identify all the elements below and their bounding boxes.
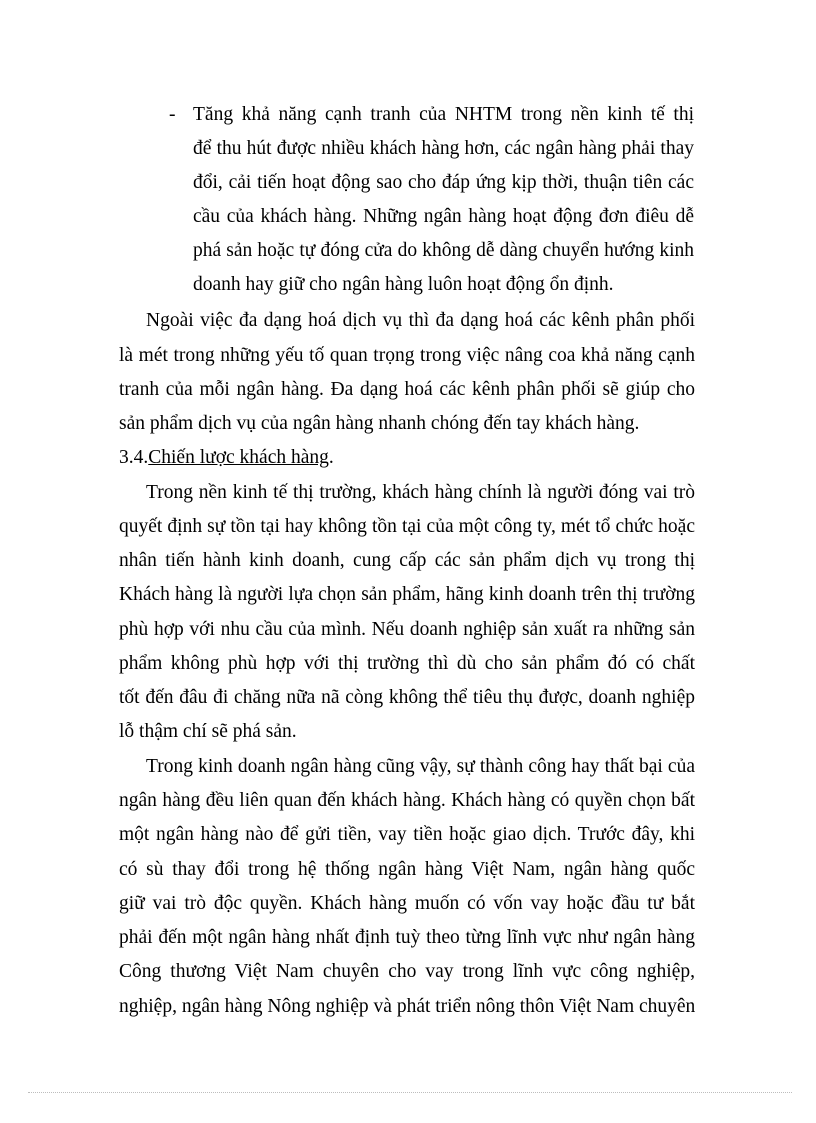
paragraph-line: Trong kinh doanh ngân hàng cũng vậy, sự thành công hay thất bại của — [146, 756, 695, 777]
section-number: 3.4. — [119, 447, 149, 468]
section-trailing: . — [328, 447, 334, 468]
paragraph-line: là mét trong những yếu tố quan trọng trong việc nâng coa khả năng cạnh — [119, 345, 695, 366]
section-title: Chiến lược khách hàng — [148, 447, 329, 468]
paragraph-line: tranh của mỗi ngân hàng. Đa dạng hoá các kênh phân phối sẽ giúp cho — [119, 379, 695, 400]
section-heading — [119, 446, 334, 470]
paragraph-line: ngân hàng đều liên quan đến khách hàng. Khách hàng có quyền chọn bất — [119, 790, 695, 811]
paragraph-line: phải đến một ngân hàng nhất định tuỳ theo từng lĩnh vực như ngân hàng — [119, 927, 695, 948]
paragraph-line: phù hợp với nhu cầu của mình. Nếu doanh nghiệp sản xuất ra những sản — [119, 619, 695, 640]
bullet-line: Tăng khả năng cạnh tranh của NHTM trong nền kinh tế thị — [193, 104, 694, 125]
paragraph-line: nghiệp, ngân hàng Nông nghiệp và phát triển nông thôn Việt Nam chuyên — [119, 996, 696, 1017]
bullet-marker: - — [169, 104, 176, 125]
bullet-line: doanh hay giữ cho ngân hàng luôn hoạt động ổn định. — [193, 274, 614, 295]
bullet-line: để thu hút được nhiều khách hàng hơn, các ngân hàng phải thay — [193, 138, 694, 159]
paragraph-line: quyết định sự tồn tại hay không tồn tại của một công ty, mét tổ chức hoặc — [119, 516, 695, 537]
paragraph-line: Khách hàng là người lựa chọn sản phẩm, hãng kinh doanh trên thị trường — [119, 584, 695, 605]
page-bottom-divider — [28, 1092, 792, 1093]
bullet-line: đổi, cải tiến hoạt động sao cho đáp ứng kịp thời, thuận tiên các — [193, 172, 694, 193]
bullet-line: phá sản hoặc tự đóng cửa do không dễ dàng chuyển hướng kinh — [193, 240, 694, 261]
paragraph-line: giữ vai trò độc quyền. Khách hàng muốn có vốn vay hoặc đầu tư bắt — [119, 893, 695, 914]
paragraph-line: Công thương Việt Nam chuyên cho vay trong lĩnh vực công nghiệp, — [119, 961, 695, 982]
paragraph-line: có sù thay đổi trong hệ thống ngân hàng Việt Nam, ngân hàng quốc — [119, 859, 695, 880]
paragraph-line: tốt đến đâu đi chăng nữa nã còng không thể tiêu thụ được, doanh nghiệp — [119, 687, 695, 708]
paragraph-line: Ngoài việc đa dạng hoá dịch vụ thì đa dạng hoá các kênh phân phối — [146, 310, 695, 331]
paragraph-line: lỗ thậm chí sẽ phá sản. — [119, 721, 297, 742]
paragraph-line: Trong nền kinh tế thị trường, khách hàng chính là người đóng vai trò — [146, 482, 695, 503]
paragraph-line: nhân tiến hành kinh doanh, cung cấp các sản phẩm dịch vụ trong thị — [119, 550, 695, 571]
paragraph-line: sản phẩm dịch vụ của ngân hàng nhanh chóng đến tay khách hàng. — [119, 413, 640, 434]
bullet-line: cầu của khách hàng. Những ngân hàng hoạt động đơn điêu dễ — [193, 206, 694, 227]
paragraph-line: phẩm không phù hợp với thị trường thì dù cho sản phẩm đó có chất — [119, 653, 695, 674]
paragraph-line: một ngân hàng nào để gửi tiền, vay tiền hoặc giao dịch. Trước đây, khi — [119, 824, 695, 845]
